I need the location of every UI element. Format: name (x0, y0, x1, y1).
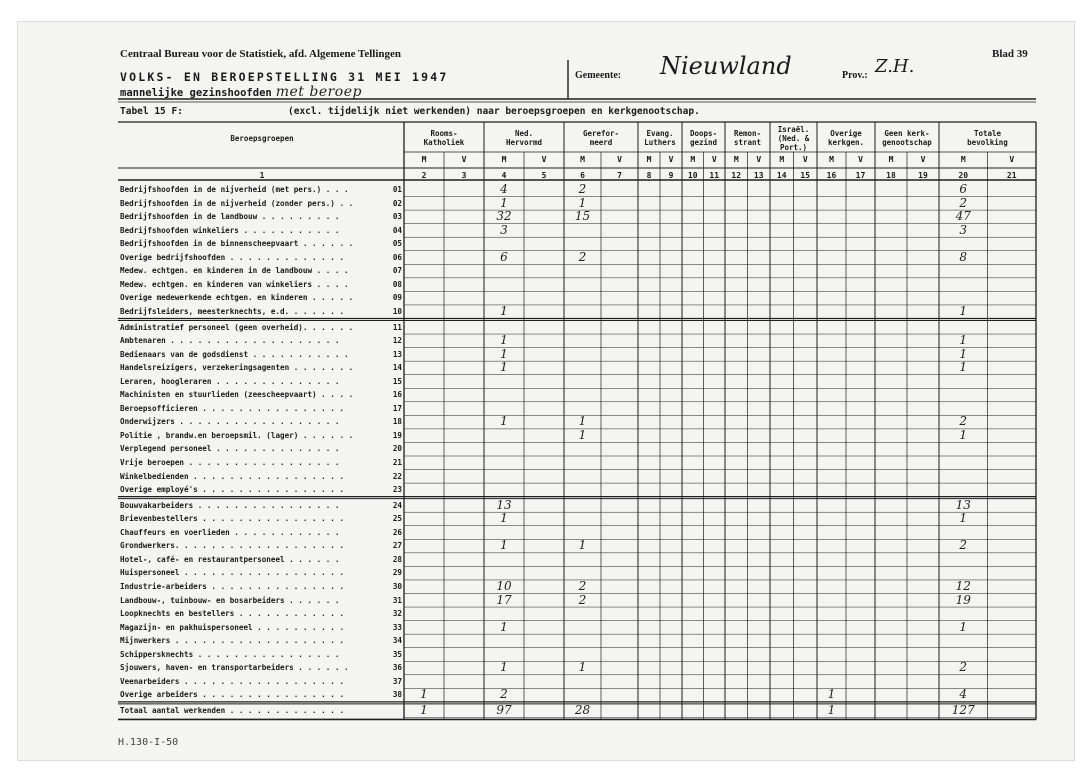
table-cell-value: 17 (496, 592, 512, 607)
table-cell-value: 1 (500, 303, 508, 318)
sex-column-label: V (617, 155, 622, 164)
row-number: 21 (392, 458, 402, 467)
row-label: Bedrijfshoofden in de nijverheid (met pers.) . . . (120, 185, 349, 194)
row-label: Overige employé's . . . . . . . . . . . . . . . . (120, 485, 345, 495)
column-number: 14 (776, 171, 787, 180)
row-label: Machinisten en stuurlieden (zeescheepvaart) . . . . (120, 390, 354, 400)
sex-column-label: M (501, 155, 507, 164)
table-cell-value: 3 (959, 222, 968, 237)
table-description: (excl. tijdelijk niet werkenden) naar beroepsgroepen en kerkgenootschap. (288, 106, 700, 117)
row-label: Medew. echtgen. en kinderen in de landbouw . . . . (120, 266, 349, 276)
row-label: Leraren, hoogleraren . . . . . . . . . . . . . . (120, 376, 340, 386)
row-number: 38 (392, 690, 402, 700)
row-label: Bedrijfsleiders, meesterknechts, e.d. . . . . . . (120, 306, 345, 316)
column-number: 15 (800, 171, 811, 180)
table-cell-value: 2 (578, 249, 587, 264)
row-number: 34 (392, 636, 402, 646)
column-number: 19 (918, 171, 928, 180)
row-number: 19 (392, 430, 402, 440)
row-label: Veenarbeiders . . . . . . . . . . . . . . . . . . (120, 676, 345, 686)
row-number: 06 (392, 252, 402, 262)
row-number: 03 (392, 212, 402, 222)
row-number: 08 (392, 279, 402, 289)
sex-column-label: V (1009, 155, 1015, 164)
row-label: Administratief personeel (geen overheid). . . . . . (120, 322, 354, 332)
row-label: Vrije beroepen . . . . . . . . . . . . . . . . . (120, 458, 340, 467)
table-cell-value: 1 (578, 195, 587, 210)
row-number: 10 (392, 306, 402, 316)
row-number: 02 (392, 198, 402, 208)
subtitle-handwritten: met beroep (275, 84, 362, 100)
table-cell-value: 2 (578, 592, 587, 607)
row-label: Chauffeurs en voerlieden . . . . . . . . . . . . (120, 527, 340, 537)
sex-column-label: V (461, 155, 467, 164)
table-cell-value: 2 (959, 660, 968, 675)
row-label: Overige arbeiders . . . . . . . . . . . . . . . . (120, 690, 345, 700)
row-number: 27 (392, 541, 402, 551)
table-cell-value: 2 (500, 687, 508, 702)
table-cell-value: 2 (959, 538, 968, 553)
row-label: Bedrijfshoofden winkeliers . . . . . . . . . . . (120, 225, 340, 235)
row-label: Hotel-, café- en restaurantpersoneel . . . . . . (120, 554, 340, 564)
table-cell-value: 6 (959, 182, 968, 196)
row-number: 37 (392, 676, 402, 686)
row-number: 28 (392, 554, 402, 564)
table-cell-value: 1 (959, 303, 968, 318)
table-cell-value: 1 (959, 346, 968, 361)
table-cell-value: 1 (420, 702, 428, 717)
sheet-number: Blad 39 (992, 48, 1028, 60)
table-cell-value: 1 (420, 687, 428, 702)
sex-column-label: M (646, 155, 652, 164)
column-number: 20 (958, 171, 969, 180)
table-cell-value: 3 (500, 222, 508, 237)
row-number: 12 (392, 336, 402, 346)
table-label: Tabel 15 F: (120, 106, 183, 117)
row-label: Winkelbedienden . . . . . . . . . . . . . . . . . (120, 471, 345, 481)
sex-column-label: M (960, 155, 966, 164)
table-cell-value: 4 (959, 687, 968, 702)
row-number: 15 (392, 376, 402, 386)
row-number: 32 (392, 609, 402, 619)
column-number: 8 (646, 171, 652, 180)
table-cell-value: 1 (578, 414, 587, 429)
row-label: Bedrijfshoofden in de nijverheid (zonder pers.) . . (120, 198, 354, 208)
table-cell-value: 1 (959, 333, 968, 348)
column-group-header: Ned. Hervormd (505, 129, 543, 147)
row-label: Verplegend personeel . . . . . . . . . . . . . . (120, 444, 340, 454)
sex-column-label: V (668, 155, 674, 164)
row-number: 20 (392, 444, 402, 454)
row-number: 35 (392, 649, 402, 659)
table-cell-value: 1 (500, 619, 508, 634)
row-label: Huispersoneel . . . . . . . . . . . . . . . . . . (120, 568, 345, 578)
column-number: 12 (731, 171, 742, 180)
table-cell-value: 1 (500, 346, 508, 361)
sex-column-label: V (711, 155, 717, 164)
column-group-header: Gerefor- meerd (582, 129, 620, 147)
row-label: Magazijn- en pakhuispersoneel . . . . . . . . . . (120, 622, 345, 632)
row-number: 04 (392, 225, 402, 235)
table-cell-value: 1 (827, 687, 836, 702)
table-cell-value: 1 (500, 414, 508, 429)
row-number: 33 (392, 622, 402, 632)
table-cell-value: 28 (574, 702, 591, 717)
table-cell-value: 1 (500, 660, 508, 675)
sex-column-label: M (690, 155, 696, 164)
row-label: Politie , brandw.en beroepsmil. (lager) . . . . . . (120, 430, 354, 440)
table-cell-value: 1 (500, 195, 508, 210)
column-number: 5 (541, 171, 547, 180)
row-label: Grondwerkers. . . . . . . . . . . . . . . . . . . (120, 541, 345, 551)
gemeente-label: Gemeente: (575, 70, 622, 81)
column-number: 18 (886, 171, 896, 180)
row-label: Brievenbestellers . . . . . . . . . . . . . . . . (120, 514, 345, 524)
row-label: Ambtenaren . . . . . . . . . . . . . . . . . . . (120, 336, 340, 346)
sex-column-label: V (541, 155, 547, 164)
row-number: 05 (392, 239, 402, 249)
row-label: Bedienaars van de godsdienst . . . . . . . . . . . (120, 349, 349, 359)
column-number: 13 (753, 171, 764, 180)
row-number: 13 (392, 349, 402, 359)
row-label: Beroepsofficieren . . . . . . . . . . . . . . . . (120, 403, 345, 413)
table-cell-value: 127 (951, 702, 975, 717)
table-cell-value: 10 (496, 578, 512, 593)
sex-column-label: V (802, 155, 808, 164)
table-cell-value: 1 (959, 360, 968, 375)
stub-header: Beroepsgroepen (230, 133, 294, 143)
column-group-header: Remon- strant (733, 129, 762, 147)
column-number: 11 (709, 171, 720, 180)
table-cell-value: 1 (959, 511, 968, 526)
sex-column-label: M (421, 155, 427, 164)
row-number: 29 (392, 568, 402, 578)
column-number: 2 (421, 171, 427, 180)
form-code: H.130-I-50 (118, 737, 179, 748)
row-number: 26 (392, 527, 402, 537)
row-number: 16 (392, 390, 402, 400)
row-label: Bedrijfshoofden in de binnenscheepvaart . . . . . . (120, 239, 354, 249)
table-cell-value: 1 (959, 427, 968, 442)
row-number: 25 (392, 514, 402, 524)
table-cell-value: 19 (955, 592, 971, 607)
gemeente-value: Nieuwland (660, 52, 792, 80)
column-number: 10 (687, 171, 698, 180)
row-label: Bouwvakarbeiders . . . . . . . . . . . . . . . . (120, 500, 340, 510)
table-cell-value: 4 (500, 182, 508, 196)
province-label: Prov.: (842, 70, 868, 81)
column-number: 17 (855, 171, 866, 180)
column-group-header: Doops- gezind (689, 129, 718, 147)
row-number: 36 (392, 663, 402, 673)
row-label: Overige medewerkende echtgen. en kinderen . . . . . (120, 293, 354, 303)
table-cell-value: 12 (955, 578, 971, 593)
column-number: 4 (501, 171, 507, 180)
sex-column-label: M (829, 155, 834, 164)
sex-column-label: M (733, 155, 739, 164)
row-number: 09 (392, 293, 402, 303)
column-number: 7 (617, 171, 622, 180)
row-label: Overige bedrijfshoofden . . . . . . . . . . . . . (120, 252, 345, 262)
row-number: 07 (392, 266, 402, 276)
table-cell-value: 1 (578, 427, 587, 442)
table-cell-value: 13 (955, 497, 971, 512)
row-number: 18 (392, 417, 402, 427)
sex-column-label: V (756, 155, 762, 164)
row-number: 30 (392, 581, 402, 591)
table-cell-value: 1 (578, 660, 587, 675)
table-cell-value: 1 (500, 538, 508, 553)
column-number: 16 (826, 171, 837, 180)
column-group-header: Evang. Luthers (644, 129, 676, 147)
table-cell-value: 15 (574, 209, 591, 224)
row-label: Schippersknechts . . . . . . . . . . . . . . . . (120, 649, 340, 659)
row-label: Totaal aantal werkenden . . . . . . . . . . . . . (120, 705, 345, 715)
table-cell-value: 2 (959, 414, 968, 429)
row-label: Bedrijfshoofden in de landbouw . . . . . . . . . (120, 212, 340, 222)
column-group-header: Totale bevolking (967, 129, 1008, 147)
sex-column-label: V (920, 155, 926, 164)
table-cell-value: 6 (500, 249, 508, 264)
row-number: 11 (392, 322, 402, 332)
table-cell-value: 1 (500, 333, 508, 348)
sex-column-label: V (858, 155, 863, 164)
column-number: 3 (461, 171, 467, 180)
province-value: Z.H. (875, 56, 915, 77)
row-label: Landbouw-, tuinbouw- en bosarbeiders . . . . . . (120, 595, 340, 605)
stub-number: 1 (259, 171, 265, 180)
column-number: 21 (1006, 171, 1017, 180)
row-label: Onderwijzers . . . . . . . . . . . . . . . . . . (120, 417, 340, 427)
table-cell-value: 1 (578, 538, 587, 553)
column-group-header: Overige kerkgen. (827, 129, 865, 147)
form-subtitle: mannelijke gezinshoofden met beroep (120, 84, 362, 100)
row-label: Handelsreizigers, verzekeringsagenten . . . . . . . (120, 363, 354, 373)
row-label: Mijnwerkers . . . . . . . . . . . . . . . . . . . (120, 636, 345, 646)
sex-column-label: M (779, 155, 785, 164)
row-number: 23 (392, 485, 402, 495)
row-number: 24 (392, 500, 402, 510)
column-number: 6 (580, 171, 585, 180)
table-cell-value: 2 (578, 182, 587, 196)
table-cell-value: 1 (959, 619, 968, 634)
column-group-header: Rooms- Katholiek (423, 129, 465, 147)
column-group-header: Israël. (Ned. & Port.) (777, 124, 810, 152)
table-cell-value: 2 (578, 578, 587, 593)
row-number: 01 (392, 185, 402, 194)
row-label: Medew. echtgen. en kinderen van winkeliers . . . . (120, 279, 349, 289)
row-number: 22 (392, 471, 402, 481)
table-cell-value: 8 (959, 249, 968, 264)
row-number: 14 (392, 363, 402, 373)
row-number: 17 (392, 403, 402, 413)
row-label: Sjouwers, haven- en transportarbeiders . . . . . . (120, 663, 349, 673)
table-cell-value: 1 (500, 511, 508, 526)
table-cell-value: 47 (955, 209, 971, 224)
row-label: Industrie-arbeiders . . . . . . . . . . . . . . . (120, 581, 345, 591)
column-number: 9 (668, 171, 674, 180)
table-cell-value: 1 (827, 702, 836, 717)
table-cell-value: 1 (500, 360, 508, 375)
table-cell-value: 2 (959, 195, 968, 210)
row-number: 31 (392, 595, 402, 605)
sex-column-label: M (580, 155, 585, 164)
table-cell-value: 13 (496, 497, 512, 512)
sex-column-label: M (888, 155, 894, 164)
form-title: VOLKS- EN BEROEPSTELLING 31 MEI 1947 (120, 70, 449, 84)
agency-name: Centraal Bureau voor de Statistiek, afd. Algemene Tellingen (120, 48, 402, 60)
column-group-header: Geen kerk- genootschap (882, 129, 932, 147)
table-cell-value: 97 (496, 702, 512, 717)
row-label: Loopknechts en bestellers . . . . . . . . . . . . (120, 609, 345, 619)
table-cell-value: 32 (496, 209, 512, 224)
